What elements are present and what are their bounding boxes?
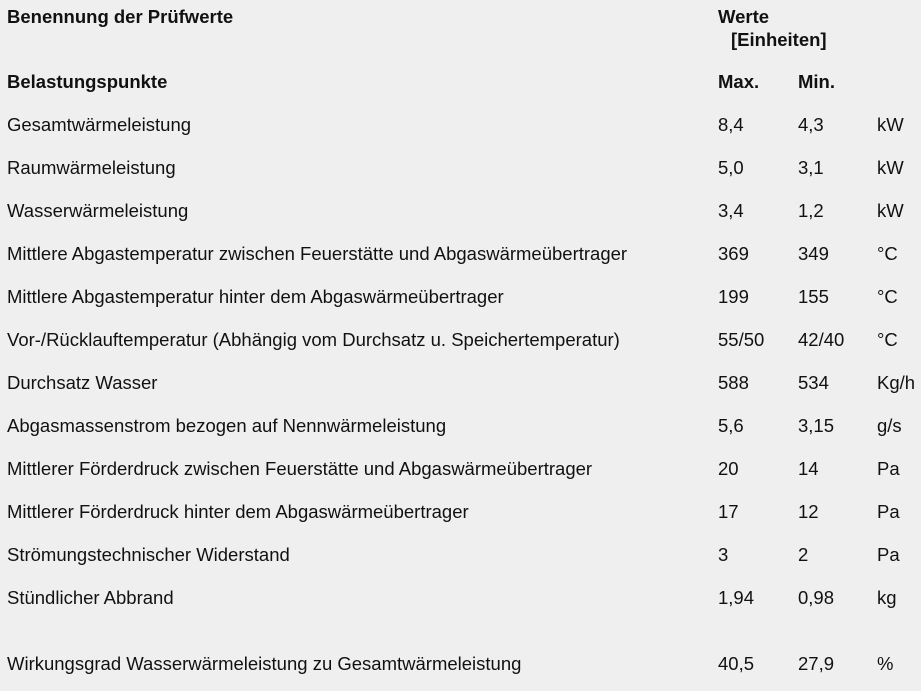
- row-unit: °C: [877, 286, 898, 307]
- row-min: 42/40: [798, 329, 845, 350]
- row-min: 27,9: [798, 653, 835, 674]
- row-min: 534: [798, 372, 829, 393]
- row-label: Raumwärmeleistung: [7, 157, 176, 178]
- row-max: 199: [718, 286, 749, 307]
- row-unit: °C: [877, 329, 898, 350]
- row-unit: Pa: [877, 501, 900, 522]
- row-label: Stündlicher Abbrand: [7, 587, 174, 608]
- max-column-header: Max.: [718, 71, 760, 92]
- row-max: 5,6: [718, 415, 744, 436]
- row-label: Vor-/Rücklauftemperatur (Abhängig vom Durchsatz u. Speichertemperatur): [7, 329, 620, 350]
- row-max: 40,5: [718, 653, 755, 674]
- row-unit: kW: [877, 200, 904, 221]
- row-label: Gesamtwärmeleistung: [7, 114, 192, 135]
- row-max: 17: [718, 501, 739, 522]
- row-min: 3,15: [798, 415, 835, 436]
- row-unit: kg: [877, 587, 897, 608]
- row-unit: Kg/h: [877, 372, 916, 393]
- row-max: 1,94: [718, 587, 755, 608]
- row-min: 2: [798, 544, 809, 565]
- row-unit: °C: [877, 243, 898, 264]
- row-max: 3: [718, 544, 729, 565]
- row-label: Durchsatz Wasser: [7, 372, 158, 393]
- row-label: Wirkungsgrad Wasserwärmeleistung zu Gesamtwärmeleistung: [7, 653, 522, 674]
- row-min: 155: [798, 286, 829, 307]
- row-unit: %: [877, 653, 894, 674]
- row-min: 12: [798, 501, 819, 522]
- row-min: 14: [798, 458, 819, 479]
- row-max: 55/50: [718, 329, 765, 350]
- row-min: 0,98: [798, 587, 835, 608]
- table-title: Benennung der Prüfwerte: [7, 6, 234, 27]
- row-min: 349: [798, 243, 829, 264]
- belastungspunkte-header: Belastungspunkte: [7, 71, 168, 92]
- row-max: 588: [718, 372, 749, 393]
- row-label: Mittlerer Förderdruck zwischen Feuerstätte und Abgaswärmeübertrager: [7, 458, 593, 479]
- row-min: 4,3: [798, 114, 824, 135]
- row-unit: g/s: [877, 415, 902, 436]
- row-unit: Pa: [877, 458, 900, 479]
- row-label: Mittlerer Förderdruck hinter dem Abgaswärmeübertrager: [7, 501, 469, 522]
- einheiten-header: [Einheiten]: [731, 29, 827, 50]
- row-max: 369: [718, 243, 749, 264]
- row-max: 8,4: [718, 114, 744, 135]
- row-label: Strömungstechnischer Widerstand: [7, 544, 290, 565]
- row-unit: kW: [877, 157, 904, 178]
- row-label: Wasserwärmeleistung: [7, 200, 189, 221]
- min-column-header: Min.: [798, 71, 835, 92]
- row-label: Mittlere Abgastemperatur hinter dem Abgaswärmeübertrager: [7, 286, 504, 307]
- row-max: 5,0: [718, 157, 744, 178]
- row-max: 3,4: [718, 200, 744, 221]
- row-min: 1,2: [798, 200, 824, 221]
- row-unit: Pa: [877, 544, 900, 565]
- row-unit: kW: [877, 114, 904, 135]
- row-min: 3,1: [798, 157, 824, 178]
- row-label: Mittlere Abgastemperatur zwischen Feuerstätte und Abgaswärmeübertrager: [7, 243, 628, 264]
- row-max: 20: [718, 458, 739, 479]
- werte-header: Werte: [718, 6, 770, 27]
- row-label: Abgasmassenstrom bezogen auf Nennwärmeleistung: [7, 415, 447, 436]
